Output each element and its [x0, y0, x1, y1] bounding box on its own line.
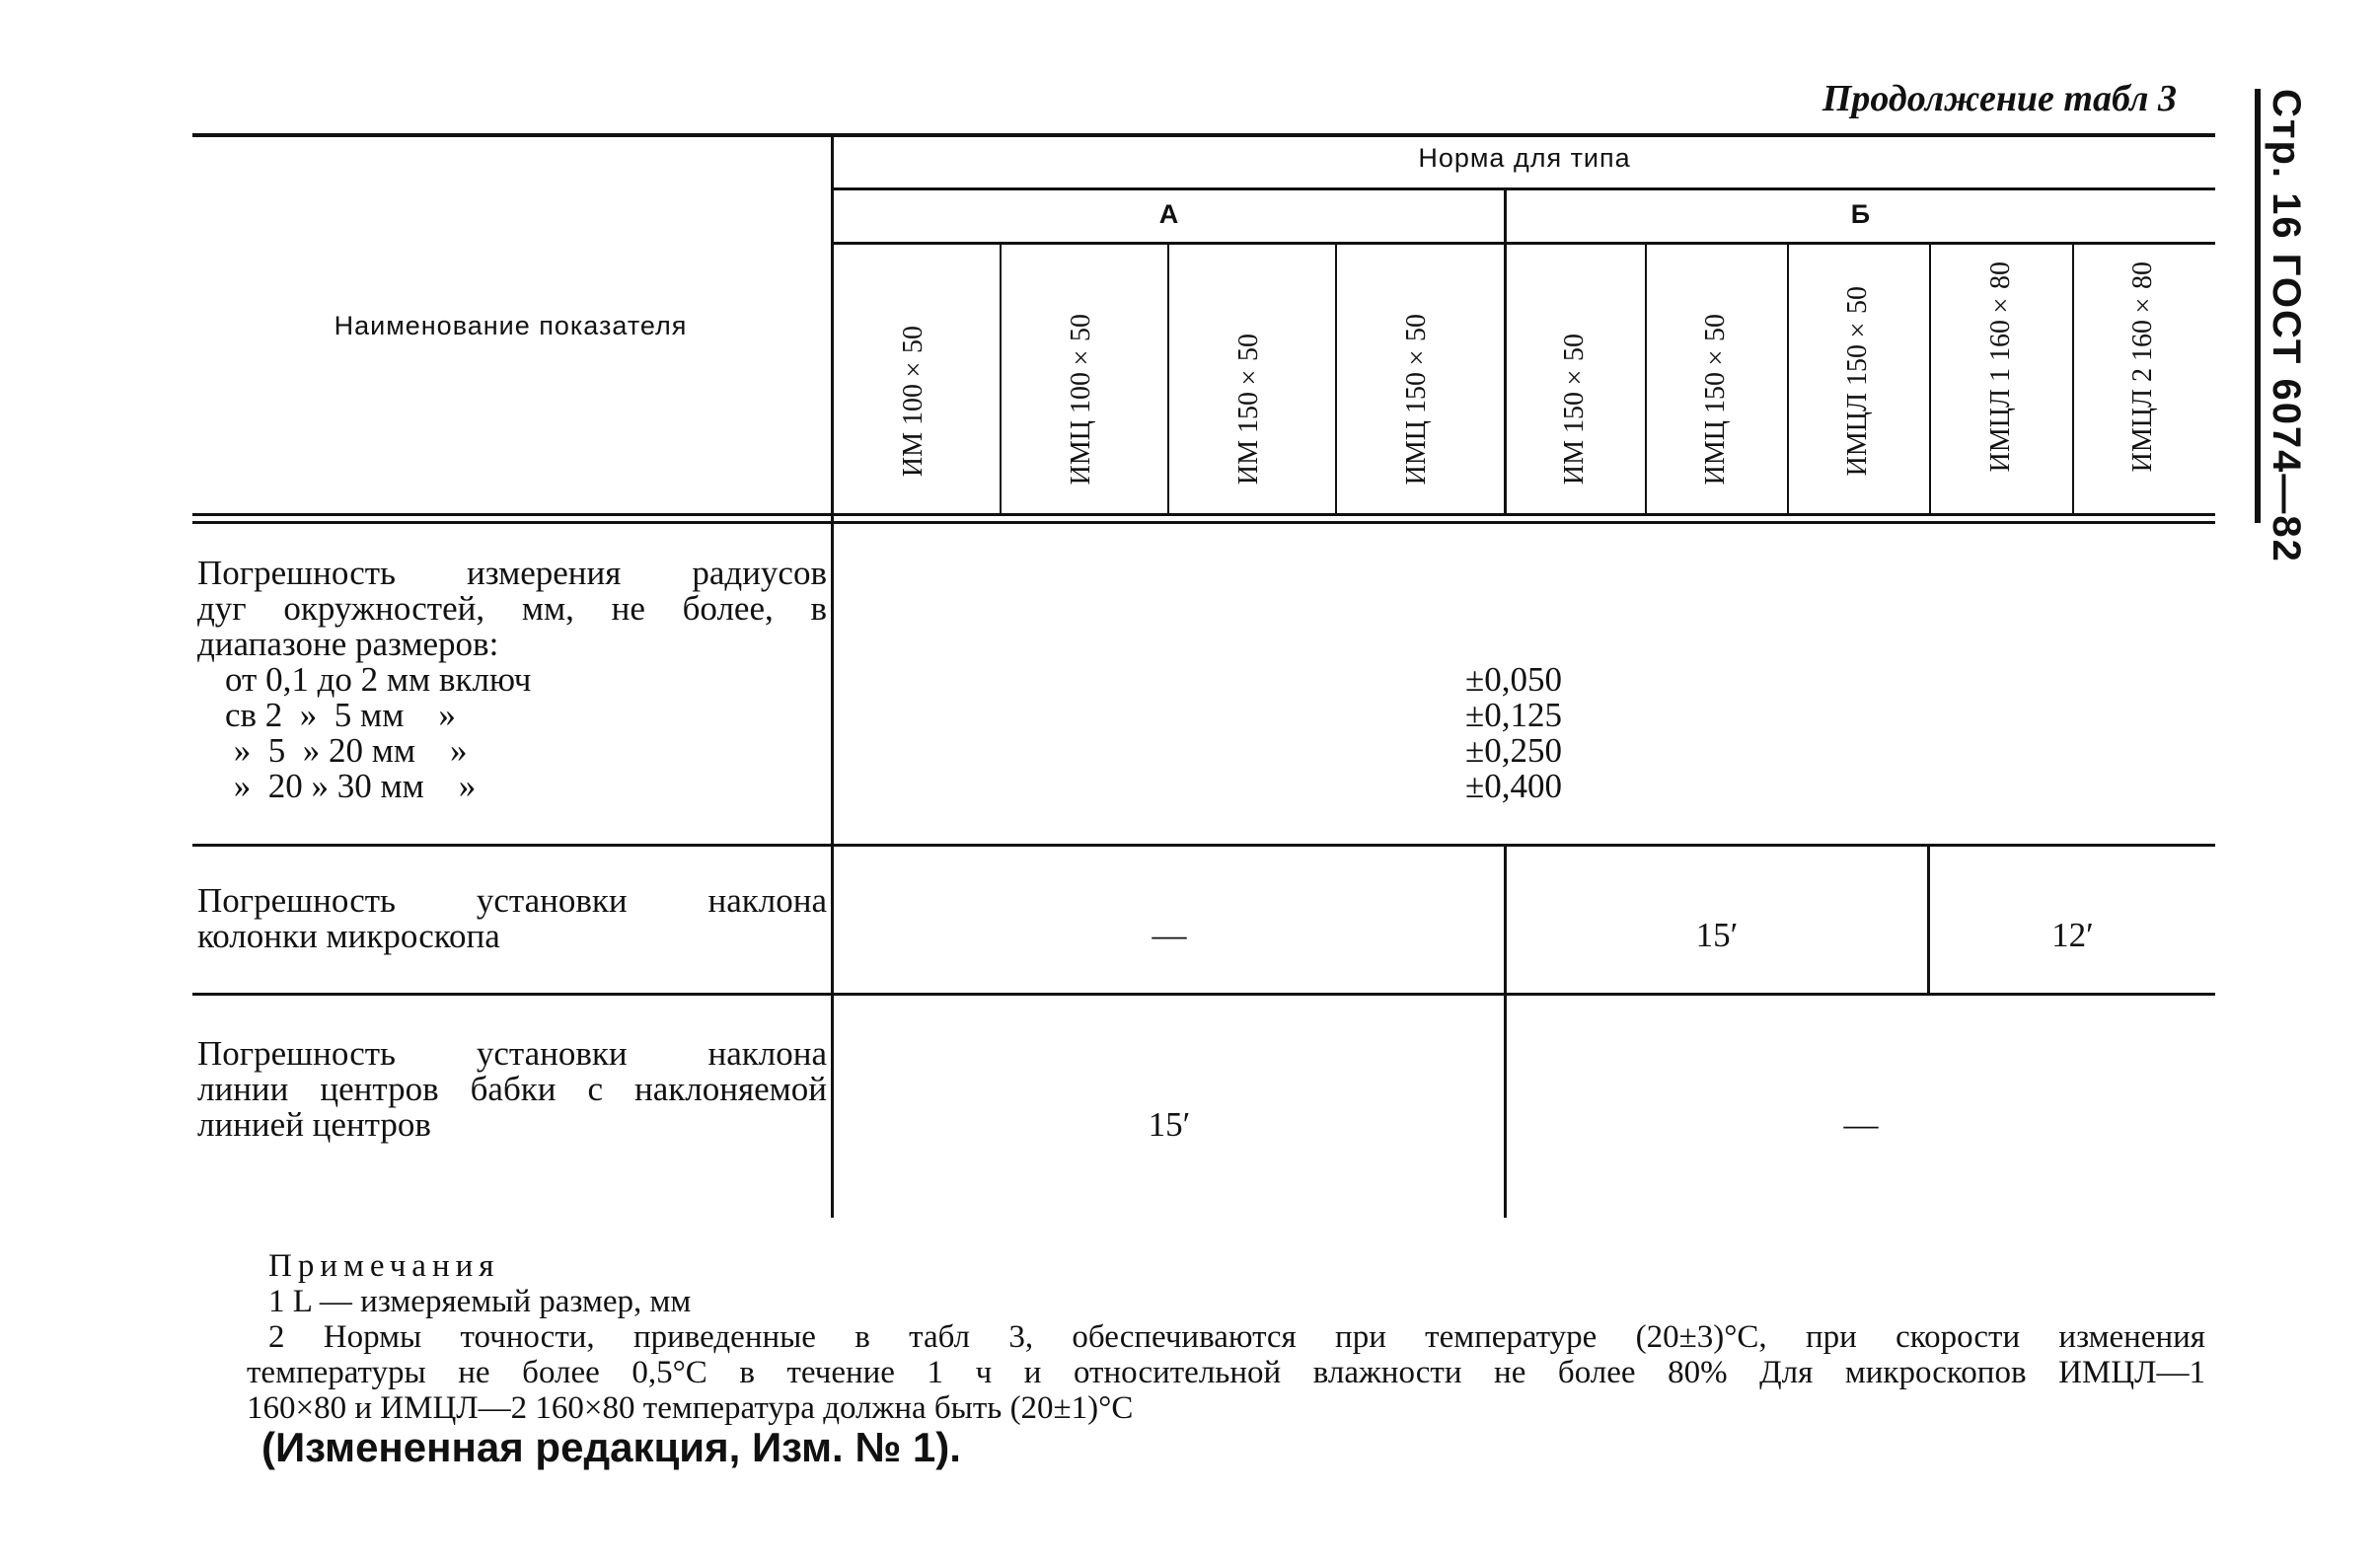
note-1: 1 L — измеряемый размер, мм: [268, 1284, 692, 1319]
note-2-line-3: 160×80 и ИМЦЛ—2 160×80 температура должна быть (20±1)°С: [247, 1390, 1134, 1426]
norm-header-rule: [834, 187, 2215, 190]
column-header-3: ИМ 150×50: [1233, 334, 1264, 485]
row1-label-line-3: диапазоне размеров:: [197, 625, 499, 663]
name-header: Наименование показателя: [334, 311, 688, 340]
notes: [247, 1248, 2205, 1470]
side-header-text: Стр. 16 ГОСТ 6074—82: [2265, 89, 2308, 563]
note-2-line-1: 2 Нормы точности, приведенные в табл 3, обеспечиваются при температуре (20±3)°С, при скорости изменения: [268, 1319, 2205, 1355]
col-sep-1: [1000, 245, 1002, 513]
row3-label: [197, 1036, 827, 1143]
side-header: [2250, 89, 2309, 563]
continuation-label: Продолжение табл 3: [1821, 78, 2177, 119]
col-sep-2: [1167, 245, 1169, 513]
row1-label: [197, 556, 827, 662]
row1-value-2: ±0,125: [1465, 696, 1562, 734]
row1-bottom-rule: [192, 844, 2215, 847]
group-b-header: Б: [1850, 199, 1872, 229]
row1-label-line-1: Погрешность измерения радиусов: [197, 554, 827, 592]
row2-label: [197, 883, 827, 954]
column-header-1: ИМ 100×50: [898, 326, 929, 478]
group-a-header: А: [1158, 199, 1180, 229]
norm-header: Норма для типа: [1418, 143, 1631, 173]
column-header-4: ИМЦ 150×50: [1401, 314, 1432, 485]
col-sep-3: [1335, 245, 1337, 513]
column-header-6: ИМЦ 150×50: [1700, 314, 1731, 485]
column-header-7: ИМЦЛ 150×50: [1842, 286, 1873, 477]
row1-value-1: ±0,050: [1465, 660, 1562, 699]
row2-bottom-rule: [192, 993, 2215, 996]
row3-value-a: 15′: [1148, 1105, 1191, 1144]
name-column-divider: [831, 137, 834, 1218]
notes-title: Примечания: [268, 1248, 500, 1284]
column-header-2: ИМЦ 100×50: [1066, 314, 1096, 485]
header-bottom-rule-1: [192, 513, 2215, 516]
row1-value-3: ±0,250: [1465, 731, 1562, 770]
col-sep-6: [1787, 245, 1789, 513]
note-2-line-2: температуры не более 0,5°С в течение 1 ч и относительной влажности не более 80% Для микроскопов ИМЦЛ—1: [247, 1355, 2205, 1390]
row3-label-line-3: линией центров: [197, 1105, 431, 1144]
row3-label-line-1: Погрешность установки наклона: [197, 1034, 827, 1073]
row1-ranges: [225, 662, 531, 804]
row3-label-line-2: линии центров бабки с наклоняемой: [197, 1070, 827, 1108]
row2-value-a: —: [1152, 916, 1187, 954]
row2-label-line-2: колонки микроскопа: [197, 917, 500, 955]
row1-range-1: от 0,1 до 2 мм включ: [225, 660, 532, 699]
table-top-rule: [192, 133, 2215, 137]
row1-label-line-2: дуг окружностей, мм, не более, в: [197, 589, 827, 628]
row2-label-line-1: Погрешность установки наклона: [197, 881, 827, 920]
row2-value-b1: 15′: [1695, 916, 1739, 954]
row1-range-3: » 5 » 20 мм »: [225, 731, 468, 770]
row1-range-2: св 2 » 5 мм »: [225, 696, 456, 734]
column-header-5: ИМ 150×50: [1559, 334, 1590, 485]
group-header-rule: [834, 242, 2215, 245]
column-header-9: ИМЦЛ 2 160×80: [2127, 261, 2158, 473]
row1-range-4: » 20 » 30 мм »: [225, 767, 477, 805]
col-sep-7: [1929, 245, 1931, 513]
amendment-note: (Измененная редакция, Изм. № 1).: [261, 1424, 961, 1470]
row1-values: [1465, 662, 1562, 804]
group-divider: [1504, 190, 1507, 513]
header-bottom-rule-2: [192, 521, 2215, 524]
row1-value-4: ±0,400: [1465, 767, 1562, 805]
row3-value-b: —: [1843, 1105, 1879, 1144]
column-header-8: ИМЦЛ 1 160×80: [1985, 261, 2016, 473]
side-rule: [2255, 89, 2261, 523]
col-sep-5: [1645, 245, 1647, 513]
col-sep-8: [2072, 245, 2074, 513]
row2-value-b2: 12′: [2051, 916, 2094, 954]
